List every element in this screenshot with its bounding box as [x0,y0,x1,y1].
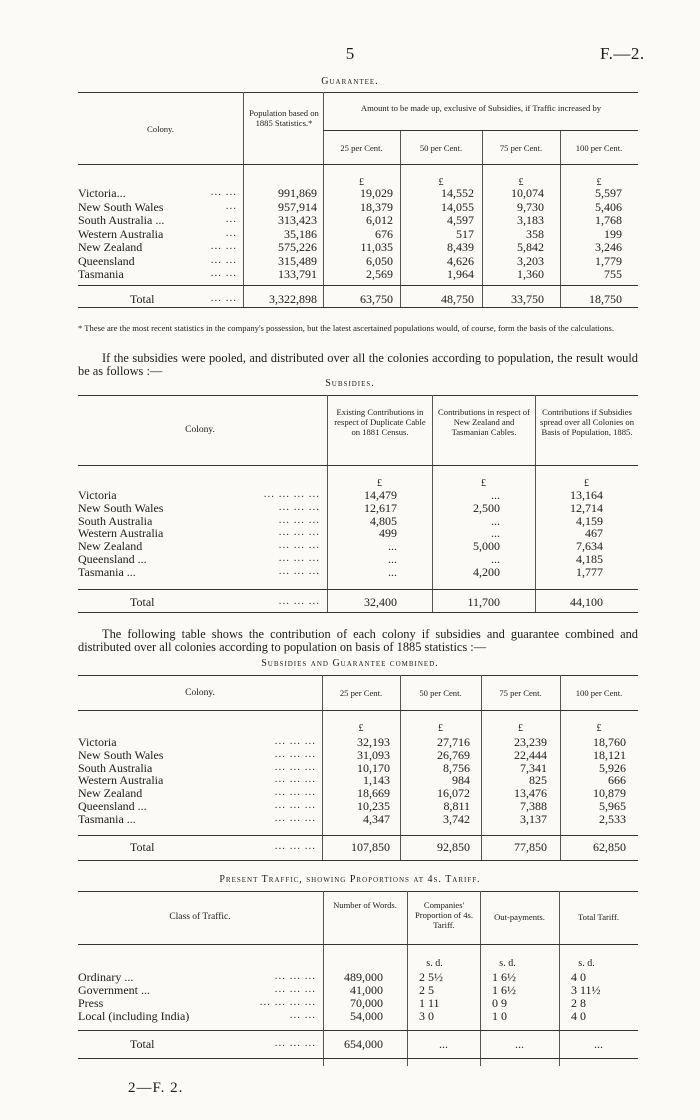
pound-sign: £ [377,478,382,489]
value-25: 6,050 [366,253,393,268]
page-number: 5 [345,44,355,63]
pound-sign: £ [438,177,444,188]
leader-dots: ... [225,213,237,225]
proportion-value: 3 0 [419,1009,434,1023]
traffic-class: Local (including India) [78,1009,190,1023]
spread-value: 4,159 [576,513,603,528]
value-25: 31,093 [357,747,390,762]
header-class: Class of Traffic. [169,912,231,922]
value-50: 16,072 [437,786,470,801]
words-value: 489,000 [344,970,383,984]
header-100: 100 per Cent. [575,143,623,153]
colony-name: Queensland [78,253,135,268]
value-75: 7,388 [520,799,547,813]
colony-name: New South Wales [78,747,164,762]
population-value: 315,489 [278,253,317,268]
paragraph-combined: The following table shows the contribution of each colony if subsidies and guarantee combined and distributed over all colonies according to population on basis of 1885 statistics :— [78,627,638,654]
value-50: 4,626 [447,253,474,268]
leader-dots: ... ... [289,1009,316,1021]
leader-dots: ... [225,226,237,239]
total-spread: 44,100 [570,595,603,609]
value-50: 8,439 [447,240,474,254]
colony-name: Western Australia [78,773,164,788]
proportion-value: 1 11 [419,996,440,1010]
value-75: 10,074 [511,186,544,200]
value-75: 9,730 [517,199,544,214]
header-50: 50 per Cent. [419,688,462,698]
document-reference: F.—2. [600,44,645,63]
population-value: 133,791 [278,267,317,281]
population-value: 991,869 [278,186,317,200]
spread-value: 467 [585,526,603,541]
header-proportion: Companies' Proportion of 4s. Tariff. [414,900,473,930]
spread-value: 1,777 [576,564,603,579]
value-25: 18,669 [357,786,390,801]
leader-dots: ... ... ... [274,970,316,982]
pound-sign: £ [518,177,524,188]
existing-value: 12,617 [364,500,397,515]
leader-dots: ... [225,199,237,212]
shillings-pence: s. d. [499,958,516,969]
leader-dots: ... ... ... [278,564,320,577]
existing-value: ... [388,552,397,566]
total-label: Total [130,292,155,306]
leader-dots: ... ... ... ... [259,996,316,1008]
contrib-value: ... [491,552,500,566]
outpayment-value: 1 6½ [492,970,516,984]
value-75: 3,203 [517,253,544,268]
contrib-value: ... [491,488,500,502]
colony-name: South Australia [78,760,153,775]
pound-sign: £ [438,723,443,734]
value-50: 517 [456,226,474,241]
total-words: 654,000 [344,1037,383,1051]
traffic-class: Press [78,996,104,1010]
leader-dots: ... ... ... [274,840,316,852]
colony-name: Tasmania [78,267,124,281]
existing-value: ... [388,539,397,554]
contrib-value: 4,200 [473,564,500,579]
leader-dots: ... ... ... [278,539,320,552]
value-100: 18,121 [593,747,626,762]
header-25: 25 per Cent. [340,143,383,153]
value-25: 676 [375,226,393,241]
header-outpayments: Out-payments. [494,912,545,922]
leader-dots: ... ... ... [274,983,316,995]
value-100: 199 [604,226,622,241]
leader-dots: ... ... ... [278,552,320,564]
value-50: 1,964 [447,267,474,281]
total-100: 18,750 [589,292,622,306]
spread-value: 13,164 [570,488,603,502]
population-value: 35,186 [284,226,317,241]
existing-value: ... [388,564,397,579]
header-spread: Contributions if Subsidies spread over all Colonies on Basis of Population, 1885. [539,407,635,437]
paragraph-pooled: If the subsidies were pooled, and distributed over all the colonies according to population, the result would be as follows :— [78,351,638,378]
value-50: 984 [452,773,470,788]
value-25: 11,035 [360,240,393,254]
page-footer: 2—F. 2. [128,1080,184,1096]
colony-name: Tasmania ... [78,811,136,826]
population-value: 313,423 [278,213,317,227]
value-75: 13,476 [514,786,547,801]
contrib-value: ... [491,513,500,528]
colony-name: Queensland ... [78,799,147,813]
value-50: 27,716 [437,735,470,749]
value-50: 26,769 [437,747,470,762]
pound-sign: £ [481,478,486,489]
total-75: 33,750 [511,292,544,306]
header-amount: Amount to be made up, exclusive of Subsidies, if Traffic increased by [360,103,602,113]
shillings-pence: s. d. [578,958,595,969]
header-existing: Existing Contributions in respect of Duplicate Cable on 1881 Census. [334,407,426,437]
leader-dots: ... ... ... [278,526,320,539]
value-75: 3,183 [517,213,544,227]
header-population: Population based on 1885 Statistics.* [249,108,319,128]
value-25: 32,193 [357,735,390,749]
total-population: 3,322,898 [269,292,317,306]
total-existing: 32,400 [364,595,397,609]
proportion-value: 2 5 [419,983,434,997]
footnote: * These are the most recent statistics in the company's possession, but the latest ascertained populations would, of course, form the basis of the calculations. [78,323,614,333]
value-25: 10,235 [357,799,390,813]
value-100: 5,406 [595,199,622,214]
leader-dots: ... ... [210,267,237,279]
colony-name: Victoria [78,488,117,502]
value-75: 358 [526,226,544,241]
value-100: 2,533 [599,811,626,826]
colony-name: New South Wales [78,500,164,515]
value-75: 5,842 [517,240,544,254]
words-value: 41,000 [350,983,383,997]
population-value: 575,226 [278,240,317,254]
value-50: 14,055 [441,199,474,214]
existing-value: 499 [379,526,397,541]
pound-sign: £ [596,723,602,734]
total-75: 77,850 [514,840,547,854]
total-tariff: ... [594,1037,603,1051]
words-value: 54,000 [350,1009,383,1023]
value-100: 1,768 [595,213,622,227]
colony-name: New Zealand [78,539,143,554]
proportion-value: 2 5½ [419,970,443,984]
traffic-class: Government ... [78,983,150,997]
leader-dots: ... ... ... [278,595,320,607]
table-rule [78,92,638,93]
spread-value: 12,714 [570,500,603,515]
population-value: 957,914 [278,199,317,214]
leader-dots: ... ... ... [274,747,316,760]
total-contrib: 11,700 [467,595,500,609]
guarantee-title: Guarantee. [321,76,379,87]
header-contrib: Contributions in respect of New Zealand and Tasmanian Cables. [438,407,530,437]
value-50: 14,552 [441,186,474,200]
value-25: 6,012 [366,213,393,227]
leader-dots: ... ... ... [274,735,316,747]
header-75: 75 per Cent. [499,688,542,698]
value-75: 22,444 [514,747,547,762]
value-100: 10,879 [593,786,626,801]
value-100: 18,760 [593,735,626,749]
contrib-value: 5,000 [473,539,500,554]
spread-value: 4,185 [576,552,603,566]
pound-sign: £ [584,478,589,489]
value-25: 2,569 [366,267,393,281]
value-75: 7,341 [520,760,547,775]
header-50: 50 per Cent. [419,143,463,153]
value-100: 755 [604,267,622,281]
value-100: 1,779 [595,253,622,268]
shillings-pence: s. d. [426,958,443,969]
total-100: 62,850 [593,840,626,854]
total-50: 48,750 [441,292,474,306]
total-label: Total [130,1037,155,1051]
tariff-value: 2 8 [571,996,586,1010]
total-label: Total [130,595,155,609]
colony-name: Tasmania ... [78,564,136,579]
outpayment-value: 1 6½ [492,983,516,997]
traffic-class: Ordinary ... [78,970,134,984]
total-50: 92,850 [437,840,470,854]
header-colony: Colony. [185,425,215,435]
value-25: 18,379 [360,199,393,214]
colony-name: Victoria... [78,186,126,200]
leader-dots: ... ... ... [274,1037,316,1049]
value-75: 1,360 [517,267,544,281]
header-25: 25 per Cent. [339,688,383,698]
value-25: 19,029 [360,186,393,200]
total-proportion: ... [439,1037,448,1051]
leader-dots: ... ... ... ... [263,488,320,500]
value-100: 5,597 [595,186,622,200]
pound-sign: £ [596,177,602,188]
leader-dots: ... ... [210,186,237,198]
spread-value: 7,634 [576,539,603,554]
value-50: 4,597 [447,213,474,227]
colony-name: Victoria [78,735,117,749]
tariff-value: 4 0 [571,1009,586,1023]
value-100: 3,246 [595,240,622,254]
header-colony: Colony. [185,688,215,698]
leader-dots: ... ... ... [278,500,320,513]
tariff-value: 4 0 [571,970,586,984]
colony-name: New Zealand [78,786,143,801]
colony-name: South Australia ... [78,213,165,227]
total-label: Total [130,840,155,854]
outpayment-value: 0 9 [492,996,507,1010]
colony-name: New Zealand [78,240,143,254]
value-50: 8,811 [443,799,470,813]
leader-dots: ... ... [210,240,237,252]
pound-sign: £ [359,177,364,188]
colony-name: Western Australia [78,226,164,241]
value-25: 10,170 [357,760,390,775]
header-colony: Colony. [147,124,174,134]
header-total-tariff: Total Tariff. [578,912,619,922]
pound-sign: £ [518,723,523,734]
total-25: 107,850 [351,840,390,854]
value-75: 3,137 [520,811,547,826]
contrib-value: ... [491,526,500,541]
leader-dots: ... ... ... [274,773,316,786]
header-words: Number of Words. [333,900,397,910]
contrib-value: 2,500 [473,500,500,515]
combined-title: Subsidies and Guarantee combined. [261,658,439,669]
leader-dots: ... ... [210,292,237,304]
existing-value: 4,805 [370,513,397,528]
colony-name: South Australia [78,513,153,528]
colony-name: Western Australia [78,526,164,541]
leader-dots: ... ... ... [278,513,320,526]
subsidies-title: Subsidies. [325,378,375,389]
leader-dots: ... ... [210,253,237,266]
value-75: 23,239 [514,735,547,749]
total-25: 63,750 [360,292,393,306]
value-25: 4,347 [363,811,390,826]
existing-value: 14,479 [364,488,397,502]
leader-dots: ... ... ... [274,799,316,811]
tariff-value: 3 11½ [571,983,601,997]
value-100: 5,965 [599,799,626,813]
leader-dots: ... ... ... [274,786,316,799]
value-75: 825 [529,773,547,788]
header-75: 75 per Cent. [499,143,543,153]
value-50: 3,742 [443,811,470,826]
colony-name: New South Wales [78,199,164,214]
leader-dots: ... ... ... [274,811,316,824]
total-outpayments: ... [515,1037,524,1051]
colony-name: Queensland ... [78,552,147,566]
value-100: 666 [608,773,626,788]
pound-sign: £ [358,723,364,734]
words-value: 70,000 [350,996,383,1010]
value-50: 8,756 [443,760,470,775]
value-100: 5,926 [599,760,626,775]
traffic-title: Present Traffic, showing Proportions at 4s. Tariff. [219,874,481,885]
header-100: 100 per Cent. [575,688,623,698]
leader-dots: ... ... ... [274,760,316,773]
outpayment-value: 1 0 [492,1009,507,1023]
value-25: 1,143 [363,773,390,788]
